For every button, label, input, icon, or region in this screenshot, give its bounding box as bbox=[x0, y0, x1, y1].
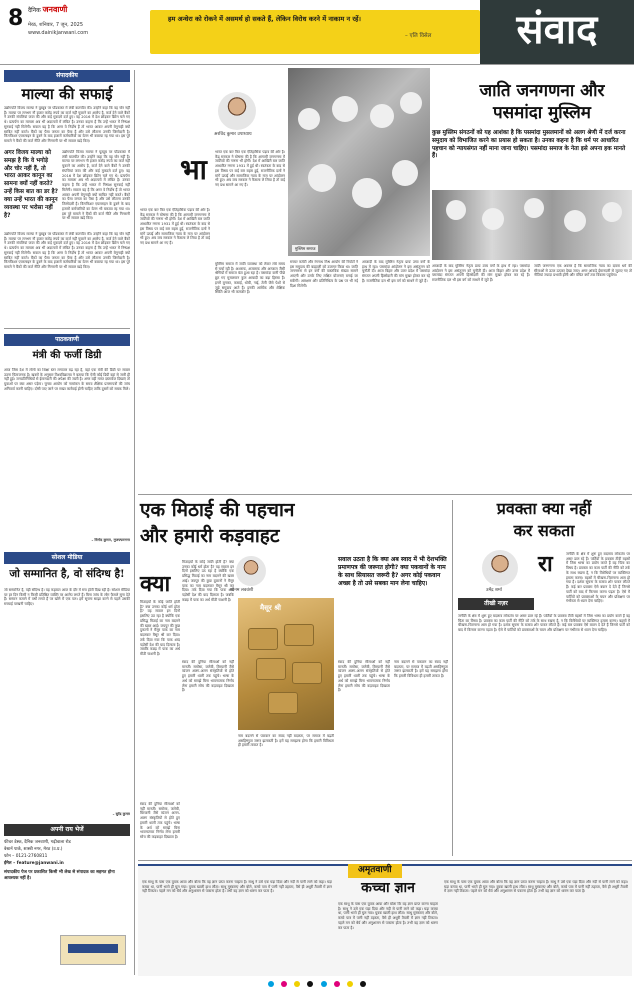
drop-cap: भा bbox=[180, 153, 207, 186]
sweet-body-e: नाम बदलने से पकवान का स्वाद नहीं बदलता, पर समाज में बढ़ती असहिष्णुता जरूर झलकती है। हमें यह समझना होगा कि हमारी विविधता ही हमारी ताकत है। bbox=[394, 660, 448, 679]
editorial-label: संपादकीय bbox=[4, 70, 130, 82]
cap-shape bbox=[332, 96, 358, 122]
sweet-piece bbox=[248, 628, 278, 650]
editorial-title: माल्या की सफाई bbox=[21, 85, 113, 103]
drop-cap: रा bbox=[538, 551, 553, 577]
page-number: 8 bbox=[8, 6, 24, 31]
amritvani-body-b: एक साधु के पास एक युवक आया और बोला कि वह ज्ञान प्राप्त करना चाहता है। साधु ने उसे एक घड़ा दिया और नदी से पानी लाने को कहा। घड़ा कच्चा था, पानी भरते ही घुल गया। युवक खाली हाथ लौटा। साधु मुस्कराए और बोले, कच्चे पात्र में पानी नहीं ठहरता, वैसे ही अधूरी तैयारी में ज्ञान नहीं टिकता। पहले मन को धैर्य और अनुशासन से पकाना होता है। तभी वह ज्ञान को धारण कर पाता है। bbox=[338, 902, 438, 930]
registration-dot bbox=[307, 981, 313, 987]
drop-cap: क्या bbox=[140, 571, 171, 597]
email-line: ईमेल – feature@janwani.in bbox=[4, 860, 64, 866]
paper-name bbox=[28, 5, 67, 16]
pathakvani-label: पाठकवाणी bbox=[4, 334, 130, 346]
spokesman-title-line2: कर सकता bbox=[513, 521, 575, 540]
social-body: जो सम्मानित है, वही संदिग्ध है। यह कहावत आज के दौर में सच होती दिख रही है। सोशल मीडिया पर हर दिन किसी न किसी प्रतिष्ठित व्यक्ति पर आरोप लगते हैं। बिना जांच के लोग फैसले सुना देते हैं। सम्मान कमाने में वर्षों लगते हैं पर खोने में एक पल। हमें सूचना साझा करने से पहले उसकी सच्चाई परखनी चाहिए। bbox=[4, 588, 130, 607]
disclaimer: संपादकीय पेज पर प्रकाशित किसी भी लेख से संपादक का सहमत होना आवश्यक नहीं है। bbox=[4, 869, 115, 882]
section-title: संवाद bbox=[480, 0, 634, 64]
phone-line: फोन – 0121-2760811 bbox=[4, 853, 48, 859]
registration-dot bbox=[294, 981, 300, 987]
cap-shape bbox=[298, 108, 320, 130]
social-sign: – सुरेंद्र कुमार bbox=[112, 812, 130, 816]
address-line: वेस्टर्न पार्क, शास्त्री नगर, मेरठ (उ.प्र.) bbox=[4, 846, 63, 852]
author-caption: उमेंद्र शर्मा bbox=[486, 588, 502, 593]
column-divider bbox=[452, 500, 453, 856]
crowd-photo bbox=[288, 68, 430, 256]
newspaper-graphic bbox=[60, 935, 126, 965]
cap-shape bbox=[602, 202, 622, 222]
main-body-d: आजादी के बाद मुस्लिम नेतृत्व प्रायः उच्च वर्गों के हाथ में रहा। पसमांदा आंदोलन ने इस असंतुलन को चुनौती दी। आज बिहार और उत्तर प्रदेश में पसमांदा संगठन अपनी हिस्सेदारी की मांग मुखर होकर कर रहे हैं। राजनीतिक दल भी इस वर्ग को साधने में जुटे हैं। bbox=[362, 260, 430, 283]
spokesman-body-b: जनीति के क्षेत्र में शुरू हुए बदलाव लोकतंत्र पर असर डाल रहे हैं। पार्टियों के प्रवक्ता टीवी बहसों में जिस भाषा का प्रयोग करते हैं वह चिंता का विषय है। प्रवक्ता का काम पार्टी की नीति को तर्क के साथ रखना है, न कि विरोधियों पर व्यक्तिगत हमला करना। बहसों में चीखना-चिल्लाना आम हो गया है। दर्शक सूचना के बजाय शोर पाकर लौटते हैं। कई बार प्रवक्ता ऐसे बयान दे देते हैं जिनसे पार्टी को बाद में किनारा करना पड़ता है। ऐसे में पार्टियों को प्रवक्ताओं के चयन और प्रशिक्षण पर गंभीरता से ध्यान देना चाहिए। bbox=[458, 614, 630, 633]
registration-dot bbox=[334, 981, 340, 987]
masthead bbox=[0, 0, 634, 64]
pathakvani-sign: – विनोद कुमार, मुजफ्फरनगर bbox=[91, 538, 130, 542]
cap-shape bbox=[564, 210, 586, 232]
social-label: सोशल मीडिया bbox=[4, 552, 130, 564]
cap-shape bbox=[400, 92, 422, 114]
registration-dot bbox=[347, 981, 353, 987]
cap-shape bbox=[524, 198, 544, 218]
main-body-a2: भारत एक बार फिर एक ऐतिहासिक पड़ाव की ओर है। केंद्र सरकार ने घोषणा की है कि आगामी जनगणना में जातियों की गणना भी होगी। देश में आखिरी बार जाति आधारित गणना 1931 में हुई थी। स्वतंत्रता के बाद से इस विषय पर कई बार बहस हुई, राजनीतिक दलों ने मांगें उठाईं और सामाजिक न्याय के नाम पर आंदोलन भी हुए। अब जब सरकार ने फैसला ले लिया है तो कई नए प्रश्न सामने आ गए हैं। bbox=[140, 208, 210, 246]
editorial-pull: अगर विजय माल्या को समझ है कि वे भगोड़े और चोर नहीं हैं, तो भारत आकर कानून का सामना क्यों नहीं करते? उन्हें किस बात का डर है? क्या उन्हें भारत की कानून व्यवस्था पर भरोसा नहीं है? bbox=[4, 150, 58, 219]
cap-shape bbox=[482, 208, 504, 230]
column-label: तीखी नज़र bbox=[458, 598, 534, 610]
amritvani-label: अमृतवाणी bbox=[348, 864, 402, 878]
author-photo bbox=[236, 556, 266, 586]
sweet-piece bbox=[292, 662, 322, 684]
amritvani-body-a: एक साधु के पास एक युवक आया और बोला कि वह ज्ञान प्राप्त करना चाहता है। साधु ने उसे एक घड़ा दिया और नदी से पानी लाने को कहा। घड़ा कच्चा था, पानी भरते ही घुल गया। युवक खाली हाथ लौटा। साधु मुस्कराए और बोले, कच्चे पात्र में पानी नहीं ठहरता, वैसे ही अधूरी तैयारी में ज्ञान नहीं टिकता। पहले मन को धैर्य और अनुशासन से पकाना होता है। तभी वह ज्ञान को धारण कर पाता है। bbox=[142, 880, 332, 894]
cap-shape bbox=[352, 178, 382, 208]
author-photo bbox=[482, 550, 518, 586]
sweet-body-d: स्वाद की दुनिया सीमाओं को नहीं मानती। समोसा, जलेबी, बिरयानी जैसे व्यंजन अलग-अलग संस्कृतियों से होते हुए हमारी थाली तक पहुंचे। भाषा के अर्थ को समझे बिना भावनात्मक निर्णय लेना हमारी सोच की कड़वाहट दिखाता है। bbox=[338, 660, 390, 693]
main-body-f: जाति जनगणना एक अवसर है कि सामाजिक न्याय का दायरा धर्म की सीमाओं से ऊपर उठकर देखा जाए। अगर आंकड़े ईमानदारी से जुटाए गए तो नीतियां ज्यादा प्रभावी होंगी और वंचित वर्गों तक विकास पहुंचेगा। bbox=[534, 264, 632, 278]
photo-caption: मुस्लिम समाज bbox=[292, 245, 318, 252]
crowd-photo-wide bbox=[432, 190, 632, 260]
sweet-title-line1: एक मिठाई की पहचान bbox=[140, 499, 295, 521]
author-photo bbox=[218, 92, 256, 130]
address-line: फीचर डेस्क, दैनिक जनवाणी, गढ़ीवाला रोड bbox=[4, 840, 71, 845]
masthead-quote: हम अन्धेरा को रोकने में असमर्थ हो सकते हैं, लेकिन विरोध करने में नाकाम न रहें। bbox=[168, 15, 361, 23]
registration-dot bbox=[321, 981, 327, 987]
main-body-a: भारत एक बार फिर एक ऐतिहासिक पड़ाव की ओर है। केंद्र सरकार ने घोषणा की है कि आगामी जनगणना में जातियों की गणना भी होगी। देश में आखिरी बार जाति आधारित गणना 1931 में हुई थी। स्वतंत्रता के बाद से इस विषय पर कई बार बहस हुई, राजनीतिक दलों ने मांगें उठाईं और सामाजिक न्याय के नाम पर आंदोलन भी हुए। अब जब सरकार ने फैसला ले लिया है तो कई नए प्रश्न सामने आ गए हैं। bbox=[215, 150, 285, 188]
spokesman-body-a: जनीति के क्षेत्र में शुरू हुए बदलाव लोकतंत्र पर असर डाल रहे हैं। पार्टियों के प्रवक्ता टीवी बहसों में जिस भाषा का प्रयोग करते हैं वह चिंता का विषय है। प्रवक्ता का काम पार्टी की नीति को तर्क के साथ रखना है, न कि विरोधियों पर व्यक्तिगत हमला करना। बहसों में चीखना-चिल्लाना आम हो गया है। दर्शक सूचना के बजाय शोर पाकर लौटते हैं। कई बार प्रवक्ता ऐसे बयान दे देते हैं जिनसे पार्टी को बाद में किनारा करना पड़ता है। ऐसे में पार्टियों को प्रवक्ताओं के चयन और प्रशिक्षण पर गंभीरता से ध्यान देना चाहिए। bbox=[566, 552, 630, 604]
divider bbox=[138, 860, 632, 861]
author-caption: अरविंद कुमार उपाध्याय bbox=[214, 132, 252, 137]
cap-shape bbox=[308, 164, 336, 192]
editorial-body-top: उद्योगपति विजय माल्या ने यूट्यूब पर पॉडकास्ट में लंबी बातचीत की। उन्होंने कहा कि वह चोर नहीं हैं। माल्या पर लगभग नौ हजार करोड़ रुपये का कर्ज नहीं चुकाने का आरोप है, कर्ज देने वाले बैंकों ने उनकी संपत्तियां जब्त की और कई मुकदमे दर्ज हुए। वह 2016 में देश छोड़कर ब्रिटेन चले गए थे। प्रत्यर्पण का मामला अब भी अदालतों में लंबित है। उनका कहना है कि उन्हें भारत में निष्पक्ष सुनवाई नहीं मिलेगी। सवाल यह है कि अगर वे निर्दोष हैं तो भारत आकर अपनी बेगुनाही क्यों साबित नहीं करते। बैंकों का पैसा जनता का पैसा है और उसे लौटाना उनकी जिम्मेदारी है। किंगफिशर एयरलाइन के डूबने के बाद हजारों कर्मचारियों का वेतन भी बकाया रह गया था। इस पूरे मामले ने बैंकों की कर्ज नीति और निगरानी पर भी सवाल खड़े किए। bbox=[4, 106, 130, 144]
sweet-body-c: नाम बदलने से पकवान का स्वाद नहीं बदलता, पर समाज में बढ़ती असहिष्णुता जरूर झलकती है। हमें यह समझना होगा कि हमारी विविधता ही हमारी ताकत है। bbox=[238, 734, 334, 748]
divider bbox=[138, 494, 632, 495]
pathakvani-title: मंत्री की फर्जी डिग्री bbox=[32, 350, 102, 361]
quote-author: – एलि विसेल bbox=[405, 33, 432, 39]
column-divider bbox=[134, 70, 135, 975]
sweet-body-b: स्वाद की दुनिया सीमाओं को नहीं मानती। समोसा, जलेबी, बिरयानी जैसे व्यंजन अलग-अलग संस्कृतियों से होते हुए हमारी थाली तक पहुंचे। भाषा के अर्थ को समझे बिना भावनात्मक निर्णय लेना हमारी सोच की कड़वाहट दिखाता है। bbox=[182, 660, 234, 693]
author-caption: सोनम लववंशी bbox=[230, 588, 254, 593]
editorial-body-bottom: उद्योगपति विजय माल्या ने यूट्यूब पर पॉडकास्ट में लंबी बातचीत की। उन्होंने कहा कि वह चोर नहीं हैं। माल्या पर लगभग नौ हजार करोड़ रुपये का कर्ज नहीं चुकाने का आरोप है, कर्ज देने वाले बैंकों ने उनकी संपत्तियां जब्त की और कई मुकदमे दर्ज हुए। वह 2016 में देश छोड़कर ब्रिटेन चले गए थे। प्रत्यर्पण का मामला अब भी अदालतों में लंबित है। उनका कहना है कि उन्हें भारत में निष्पक्ष सुनवाई नहीं मिलेगी। सवाल यह है कि अगर वे निर्दोष हैं तो भारत आकर अपनी बेगुनाही क्यों साबित नहीं करते। बैंकों का पैसा जनता का पैसा है और उसे लौटाना उनकी जिम्मेदारी है। किंगफिशर एयरलाइन के डूबने के बाद हजारों कर्मचारियों का वेतन भी बकाया रह गया था। इस पूरे मामले ने बैंकों की कर्ज नीति और निगरानी पर भी सवाल खड़े किए। bbox=[4, 232, 130, 270]
print-registration-strip bbox=[0, 980, 634, 988]
main-body-b: मुस्लिम समाज में जाति व्यवस्था को लेकर लंबे समय से चर्चा रही है। अशराफ, अजलाफ और अरजाल जैसी श्रेणियों में समाज बंटा हुआ रहा है। पसमांदा यानी पीछे छूट गए मुसलमान कुल आबादी का बड़ा हिस्सा हैं। इनमें बुनकर, कसाई, धोबी, नाई, तेली जैसे पेशों से जुड़े समुदाय आते हैं। इनकी आर्थिक और शैक्षिक स्थिति आज भी कमजोर है। bbox=[215, 262, 285, 295]
amritvani-title: कच्चा ज्ञान bbox=[361, 880, 415, 896]
main-body-e: आजादी के बाद मुस्लिम नेतृत्व प्रायः उच्च वर्गों के हाथ में रहा। पसमांदा आंदोलन ने इस असंतुलन को चुनौती दी। आज बिहार और उत्तर प्रदेश में पसमांदा संगठन अपनी हिस्सेदारी की मांग मुखर होकर कर रहे हैं। राजनीतिक दल भी इस वर्ग को साधने में जुटे हैं। bbox=[432, 264, 530, 283]
photo-label: मैसूर श्री bbox=[260, 604, 281, 612]
sweet-body-a: मिठाइयों के कोई जाति होती है? क्या उनका कोई धर्म होता है? यह सवाल इन दिनों इसलिए उठ रहा है क्योंकि एक प्रसिद्ध मिठाई का नाम बदलने की खबर आई। जयपुर की कुछ दुकानों ने मैसूर पाक का नाम बदलकर मैसूर श्री कर दिया। तर्क दिया गया कि पाक शब्द पड़ोसी देश की याद दिलाता है। जबकि कन्नड़ में पाक का अर्थ मीठी चाशनी है। bbox=[182, 560, 234, 602]
amritvani-body-c: एक साधु के पास एक युवक आया और बोला कि वह ज्ञान प्राप्त करना चाहता है। साधु ने उसे एक घड़ा दिया और नदी से पानी लाने को कहा। घड़ा कच्चा था, पानी भरते ही घुल गया। युवक खाली हाथ लौटा। साधु मुस्कराए और बोले, कच्चे पात्र में पानी नहीं ठहरता, वैसे ही अधूरी तैयारी में ज्ञान नहीं टिकता। पहले मन को धैर्य और अनुशासन से पकाना होता है। तभी वह ज्ञान को धारण कर पाता है। bbox=[444, 880, 628, 894]
sweet-pull: सवाल उठता है कि क्या अब स्वाद में भी देशभक्ति प्रमाणपत्र की जरूरत होगी? क्या पकवानों के नाम के साथ सियासत जरूरी है? अगर कोई पकवान अच्छा है तो उसे सबका मान लेना चाहिए। bbox=[338, 556, 447, 588]
paper-title: जनवाणी bbox=[42, 5, 68, 14]
divider bbox=[0, 64, 634, 65]
main-title-line2: पसमांदा मुस्लिम bbox=[493, 103, 591, 123]
paper-prefix: दैनिक bbox=[28, 7, 41, 14]
registration-dot bbox=[281, 981, 287, 987]
website: www.dainikjanwani.com bbox=[28, 30, 89, 36]
divider bbox=[4, 328, 130, 329]
spokesman-title-line1: प्रवक्ता क्या नहीं bbox=[496, 499, 592, 518]
main-body-c: सच्चर कमेटी और रंगनाथ मिश्र आयोग की रिपोर्टों ने इस समुदाय की बदहाली को उजागर किया था। जाति जनगणना से इन वर्गों की वास्तविक संख्या सामने आएगी और उनके लिए लक्षित योजनाएं बनाई जा सकेंगी। आरक्षण और प्रतिनिधित्व के प्रश्न पर भी नई दिशा मिलेगी। bbox=[290, 260, 358, 288]
editorial-body-side: उद्योगपति विजय माल्या ने यूट्यूब पर पॉडकास्ट में लंबी बातचीत की। उन्होंने कहा कि वह चोर नहीं हैं। माल्या पर लगभग नौ हजार करोड़ रुपये का कर्ज नहीं चुकाने का आरोप है, कर्ज देने वाले बैंकों ने उनकी संपत्तियां जब्त की और कई मुकदमे दर्ज हुए। वह 2016 में देश छोड़कर ब्रिटेन चले गए थे। प्रत्यर्पण का मामला अब भी अदालतों में लंबित है। उनका कहना है कि उन्हें भारत में निष्पक्ष सुनवाई नहीं मिलेगी। सवाल यह है कि अगर वे निर्दोष हैं तो भारत आकर अपनी बेगुनाही क्यों साबित नहीं करते। बैंकों का पैसा जनता का पैसा है और उसे लौटाना उनकी जिम्मेदारी है। किंगफिशर एयरलाइन के डूबने के बाद हजारों कर्मचारियों का वेतन भी बकाया रह गया था। इस पूरे मामले ने बैंकों की कर्ज नीति और निगरानी पर भी सवाल खड़े किए। bbox=[62, 150, 130, 221]
social-title: जो सम्मानित है, वो संदिग्ध है! bbox=[9, 568, 125, 580]
cap-shape bbox=[446, 200, 466, 220]
registration-dot bbox=[268, 981, 274, 987]
mysore-pak-photo bbox=[238, 598, 334, 730]
opinion-label: अपनी राय भेजें bbox=[4, 824, 130, 836]
sweet-piece bbox=[256, 658, 286, 680]
sweet-piece bbox=[284, 624, 314, 646]
registration-dot bbox=[360, 981, 366, 987]
date-line: मेरठ, शनिवार, 7 जून, 2025 bbox=[28, 22, 84, 28]
cap-shape bbox=[370, 104, 394, 128]
cap-shape bbox=[392, 160, 418, 186]
pathakvani-body: आज जिस देश में लोगों का शिक्षा स्तर लगातार बढ़ रहा है, वहां एक मंत्री की डिग्री पर सवाल उठना चिंताजनक है। खबरों के अनुसार विश्वविद्यालय ने बताया कि ऐसी कोई डिग्री वहां से जारी ही नहीं हुई। जनप्रतिनिधियों से ईमानदारी की अपेक्षा की जाती है। अगर वही गलत दस्तावेज दिखाएं तो युवाओं पर क्या असर पड़ेगा। चुनाव आयोग को नामांकन के समय शैक्षिक प्रमाणपत्रों की जांच अनिवार्य करनी चाहिए। दोषी पाए जाने पर सख्त कार्रवाई होनी चाहिए ताकि दूसरों को सबक मिले। bbox=[4, 368, 130, 391]
opinion-address bbox=[4, 840, 130, 883]
sweet-title-line2: और हमारी कड़वाहट bbox=[140, 525, 280, 547]
main-deck: कुछ मुस्लिम संगठनों को यह आशंका है कि पसमांदा मुसलमानों को अलग श्रेणी में दर्ज करना समुदाय को विभाजित करने का प्रयास हो सकता है। उनका कहना है कि धर्म पर आधारित पहचान को न्यायसंगत नहीं माना जाना चाहिए। पसमांदा समाज के नेता इसे अपना हक मानते हैं। bbox=[432, 130, 626, 160]
sweet-piece bbox=[268, 692, 298, 714]
sweet-body-b2: स्वाद की दुनिया सीमाओं को नहीं मानती। समोसा, जलेबी, बिरयानी जैसे व्यंजन अलग-अलग संस्कृतियों से होते हुए हमारी थाली तक पहुंचे। भाषा के अर्थ को समझे बिना भावनात्मक निर्णय लेना हमारी सोच की कड़वाहट दिखाता है। bbox=[140, 802, 180, 840]
main-title-line1: जाति जनगणना और bbox=[479, 81, 605, 101]
sweet-body-a2: मिठाइयों के कोई जाति होती है? क्या उनका कोई धर्म होता है? यह सवाल इन दिनों इसलिए उठ रहा है क्योंकि एक प्रसिद्ध मिठाई का नाम बदलने की खबर आई। जयपुर की कुछ दुकानों ने मैसूर पाक का नाम बदलकर मैसूर श्री कर दिया। तर्क दिया गया कि पाक शब्द पड़ोसी देश की याद दिलाता है। जबकि कन्नड़ में पाक का अर्थ मीठी चाशनी है। bbox=[140, 600, 180, 657]
